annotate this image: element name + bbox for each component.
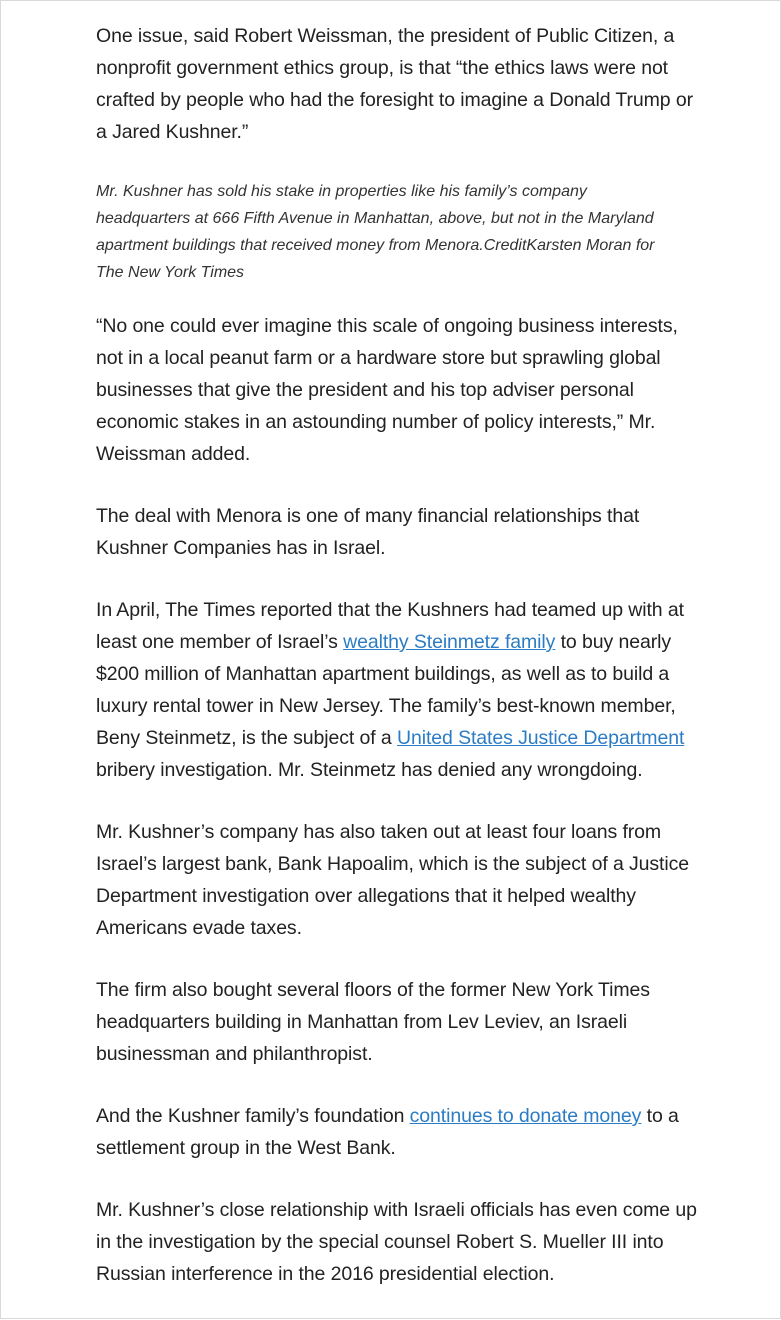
link-wealthy-steinmetz-family[interactable]: wealthy Steinmetz family (343, 631, 556, 653)
paragraph-mueller-investigation: Mr. Kushner’s close relationship with Israeli officials has even come up in the investigation by the special counsel Robert S. Mueller III into Russian interference in the 2016 presidential election. (96, 1199, 697, 1285)
paragraph-text: In April, The Times reported that the Kushners had teamed up with at least one member of Israel’s (96, 599, 684, 653)
article-body (96, 20, 706, 1320)
paragraph-steinmetz (96, 594, 706, 786)
paragraph-menora-deal: The deal with Menora is one of many financial relationships that Kushner Companies has in Israel. (96, 505, 640, 559)
link-continues-to-donate-money[interactable]: continues to donate money (409, 1105, 642, 1127)
paragraph-text: And the Kushner family’s foundation (96, 1105, 410, 1127)
paragraph-bank-hapoalim: Mr. Kushner’s company has also taken out at least four loans from Israel’s largest bank, Bank Hapoalim, which is the subject of a Justice Department investigation over allegations that it helped wealthy Americans evade taxes. (96, 821, 690, 939)
paragraph-text: to buy nearly $200 million of Manhattan apartment buildings, as well as to build a luxury rental tower in New Jersey. The family’s best-known member, Beny Steinmetz, is the subject of a (96, 631, 676, 749)
paragraph-foundation (96, 1100, 706, 1164)
link-justice-department[interactable]: United States Justice Department (396, 727, 685, 749)
paragraph-lev-leviev: The firm also bought several floors of the former New York Times headquarters building in Manhattan from Lev Leviev, an Israeli businessman and philanthropist. (96, 979, 650, 1065)
paragraph-text: to a settlement group in the West Bank. (96, 1105, 679, 1159)
paragraph-weissman-quote: One issue, said Robert Weissman, the president of Public Citizen, a nonprofit government ethics group, is that “the ethics laws were not crafted by people who had the foresight to imagine a Donald Trump or a Jared Kushner.” (96, 25, 693, 143)
paragraph-text: bribery investigation. Mr. Steinmetz has denied any wrongdoing. (96, 759, 643, 781)
paragraph-scale-of-interests: “No one could ever imagine this scale of ongoing business interests, not in a local peanut farm or a hardware store but sprawling global businesses that give the president and his top adviser personal economic stakes in an astounding number of policy interests,” Mr. Weissman added. (96, 315, 678, 465)
image-caption: Mr. Kushner has sold his stake in properties like his family’s company headquarters at 666 Fifth Avenue in Manhattan, above, but not in the Maryland apartment buildings that received money from Menora.CreditKarsten Moran for The New York Times (96, 183, 655, 281)
